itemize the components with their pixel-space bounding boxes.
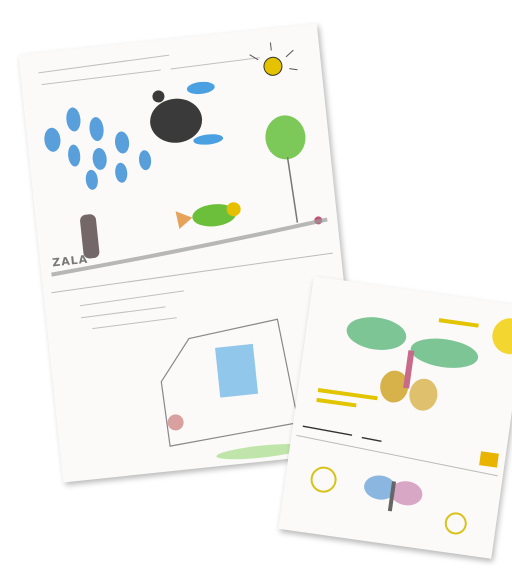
bubble-cluster: [41, 100, 153, 194]
wheel-drawing: [167, 414, 185, 432]
tree-drawing: [263, 113, 314, 225]
butterfly-drawing: [337, 314, 482, 418]
signature: ZALA: [51, 252, 89, 270]
small-butterfly-drawing: [361, 473, 424, 515]
small-drawing-paper: [278, 276, 512, 558]
small-drawing-art: [278, 276, 512, 558]
turtle-drawing: [146, 80, 223, 150]
fish-drawing: [175, 202, 242, 231]
sun-drawing: [490, 316, 512, 357]
door-drawing: [215, 344, 258, 398]
sun-drawing: [249, 40, 298, 78]
